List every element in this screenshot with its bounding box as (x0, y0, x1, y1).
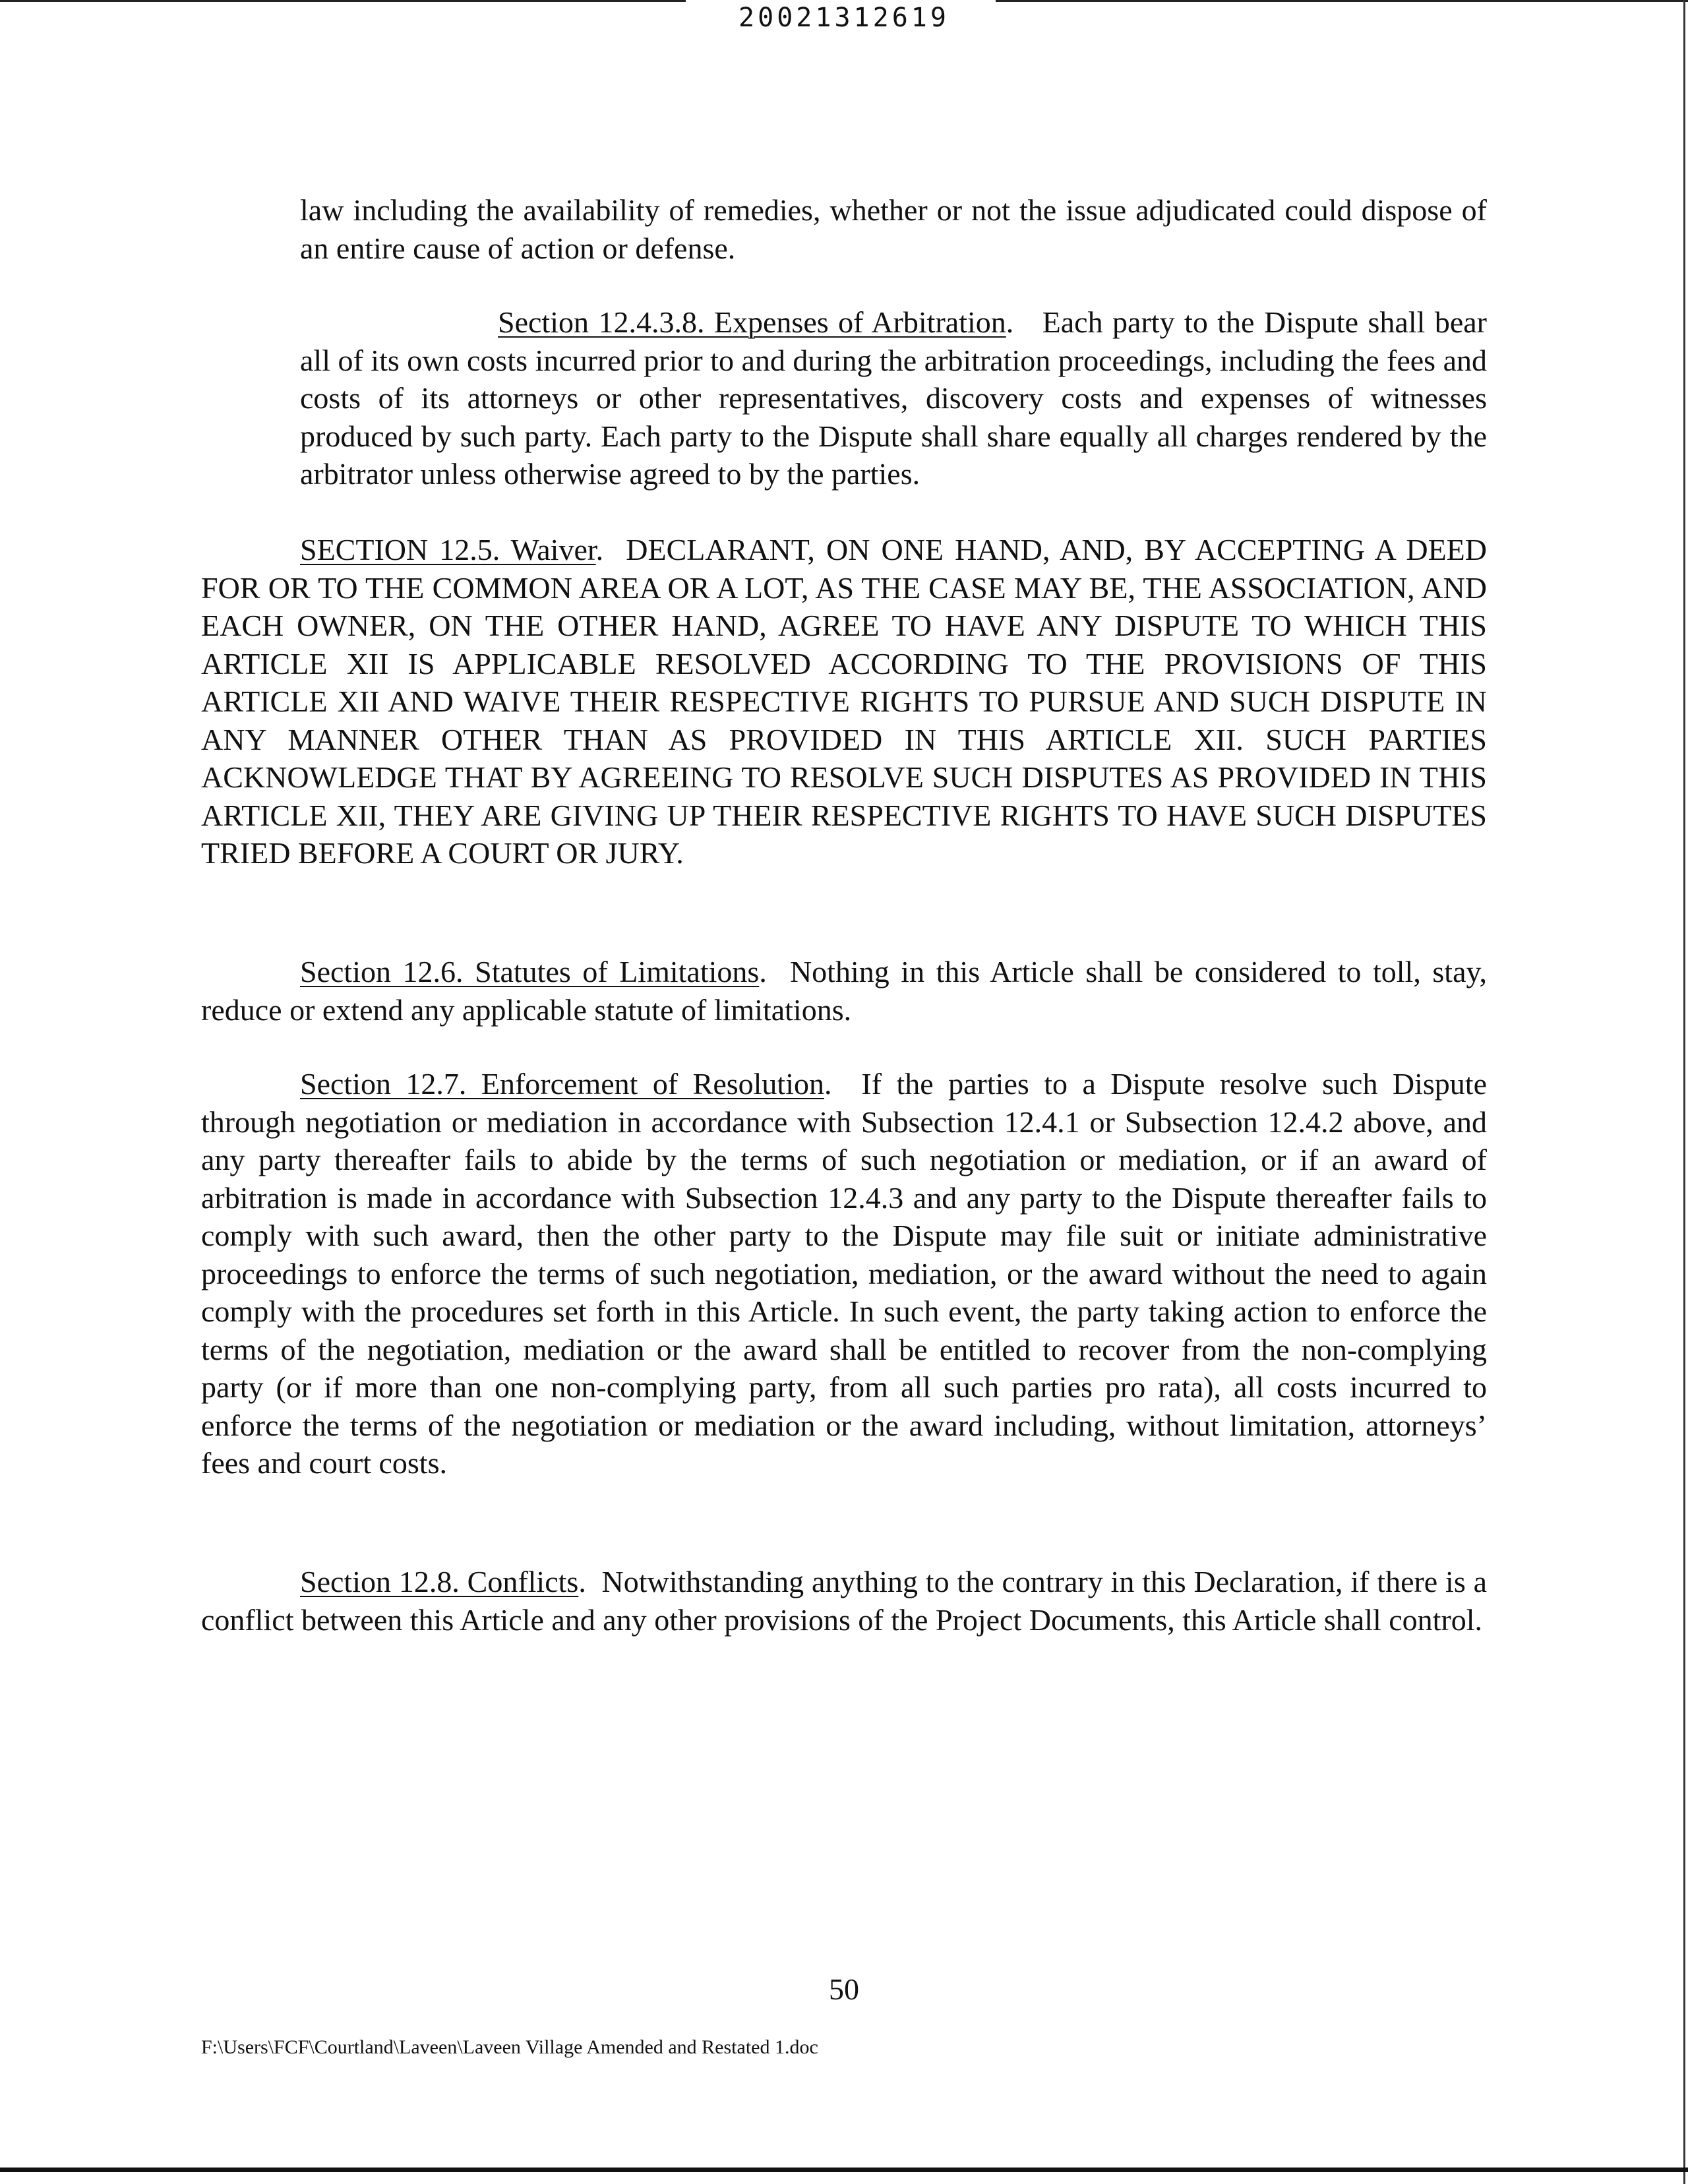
section-12-5-heading: SECTION 12.5. Waiver (300, 533, 596, 566)
section-12-6-heading: Section 12.6. Statutes of Limitations (300, 955, 760, 988)
scan-border-bottom (0, 2168, 1688, 2172)
page-number: 50 (829, 1972, 859, 2006)
scan-border-top-left (0, 0, 686, 2)
section-12-8-heading: Section 12.8. Conflicts (300, 1565, 579, 1598)
section-12-6-body: Nothing in this Article shall be considered to toll, stay, reduce or extend any applicable statute of limitations. (201, 955, 1488, 1027)
file-path-footer: F:\Users\FCF\Courtland\Laveen\Laveen Village Amended and Restated 1.doc (201, 2036, 818, 2058)
section-12-8-body: Notwithstanding anything to the contrary in this Declaration, if there is a conflict between this Article and any other provisions of the Project Documents, this Article shall control. (201, 1565, 1487, 1637)
section-12-7-heading: Section 12.7. Enforcement of Resolution (300, 1067, 824, 1101)
continuation-text: law including the availability of remedies, whether or not the issue adjudicated could dispose of an entire cause of action or defense. (300, 193, 1487, 265)
section-12-6-paragraph: Section 12.6. Statutes of Limitations. Nothing in this Article shall be considered to toll, stay, reduce or extend any applicable statute of limitations. (201, 955, 1488, 1027)
scan-border-right (1683, 0, 1685, 2184)
document-number: 20021312619 (738, 3, 950, 33)
section-12-4-3-8-paragraph: Section 12.4.3.8. Expenses of Arbitration. Each party to the Dispute shall bear all of its own costs incurred prior to and during the arbitration proceedings, including the fees and costs of its attorneys or other representatives, discovery costs and expenses of witnesses produced by such party. Each party to the Dispute shall share equally all charges rendered by the arbitrator unless otherwise agreed to by the parties. (300, 305, 1488, 491)
section-12-4-3-8-heading: Section 12.4.3.8. Expenses of Arbitration (498, 305, 1006, 339)
scan-border-top-right (996, 0, 1688, 2)
section-12-8-paragraph: Section 12.8. Conflicts. Notwithstanding anything to the contrary in this Declaration, if there is a conflict between this Article and any other provisions of the Project Documents, this Article shall control. (201, 1565, 1487, 1637)
section-12-7-paragraph: Section 12.7. Enforcement of Resolution. If the parties to a Dispute resolve such Dispute through negotiation or mediation in accordance with Subsection 12.4.1 or Subsection 12.4.2 above, and any party thereafter fails to abide by the terms of such negotiation or mediation, or if an award of arbitration is made in accordance with Subsection 12.4.3 and any party to the Dispute thereafter fails to comply with such award, then the other party to the Dispute may file suit or initiate administrative proceedings to enforce the terms of such negotiation, mediation, or the award without the need to again comply with the procedures set forth in this Article. In such event, the party taking action to enforce the terms of the negotiation, mediation or the award shall be entitled to recover from the non-complying party (or if more than one non-complying party, from all such parties pro rata), all costs incurred to enforce the terms of the negotiation or mediation or the award including, without limitation, attorneys’ fees and court costs. (201, 1067, 1488, 1480)
section-12-5-paragraph: SECTION 12.5. Waiver. DECLARANT, ON ONE HAND, AND, BY ACCEPTING A DEED FOR OR TO THE COMMON AREA OR A LOT, AS THE CASE MAY BE, THE ASSOCIATION, AND EACH OWNER, ON THE OTHER HAND, AGREE TO HAVE ANY DISPUTE TO WHICH THIS ARTICLE XII IS APPLICABLE RESOLVED ACCORDING TO THE PROVISIONS OF THIS ARTICLE XII AND WAIVE THEIR RESPECTIVE RIGHTS TO PURSUE AND SUCH DISPUTE IN ANY MANNER OTHER THAN AS PROVIDED IN THIS ARTICLE XII. SUCH PARTIES ACKNOWLEDGE THAT BY AGREEING TO RESOLVE SUCH DISPUTES AS PROVIDED IN THIS ARTICLE XII, THEY ARE GIVING UP THEIR RESPECTIVE RIGHTS TO HAVE SUCH DISPUTES TRIED BEFORE A COURT OR JURY. (201, 533, 1487, 870)
section-12-5-body: DECLARANT, ON ONE HAND, AND, BY ACCEPTING A DEED FOR OR TO THE COMMON AREA OR A LOT, AS THE CASE MAY BE, THE ASSOCIATION, AND EACH OWNER, ON THE OTHER HAND, AGREE TO HAVE ANY DISPUTE TO WHICH THIS ARTICLE XII IS APPLICABLE RESOLVED ACCORDING TO THE PROVISIONS OF THIS ARTICLE XII AND WAIVE THEIR RESPECTIVE RIGHTS TO PURSUE AND SUCH DISPUTE IN ANY MANNER OTHER THAN AS PROVIDED IN THIS ARTICLE XII. SUCH PARTIES ACKNOWLEDGE THAT BY AGREEING TO RESOLVE SUCH DISPUTES AS PROVIDED IN THIS ARTICLE XII, THEY ARE GIVING UP THEIR RESPECTIVE RIGHTS TO HAVE SUCH DISPUTES TRIED BEFORE A COURT OR JURY. (201, 533, 1487, 870)
continuation-paragraph (300, 191, 1487, 267)
section-12-7-body: If the parties to a Dispute resolve such Dispute through negotiation or mediation in accordance with Subsection 12.4.1 or Subsection 12.4.2 above, and any party thereafter fails to abide by the terms of such negotiation or mediation, or if an award of arbitration is made in accordance with Subsection 12.4.3 and any party to the Dispute thereafter fails to comply with such award, then the other party to the Dispute may file suit or initiate administrative proceedings to enforce the terms of such negotiation, mediation, or the award without the need to again comply with the procedures set forth in this Article. In such event, the party taking action to enforce the terms of the negotiation, mediation or the award shall be entitled to recover from the non-complying party (or if more than one non-complying party, from all such parties pro rata), all costs incurred to enforce the terms of the negotiation or mediation or the award including, without limitation, attorneys’ fees and court costs. (201, 1067, 1488, 1480)
section-12-4-3-8-body: Each party to the Dispute shall bear all of its own costs incurred prior to and during the arbitration proceedings, including the fees and costs of its attorneys or other representatives, discovery costs and expenses of witnesses produced by such party. Each party to the Dispute shall share equally all charges rendered by the arbitrator unless otherwise agreed to by the parties. (300, 305, 1488, 491)
